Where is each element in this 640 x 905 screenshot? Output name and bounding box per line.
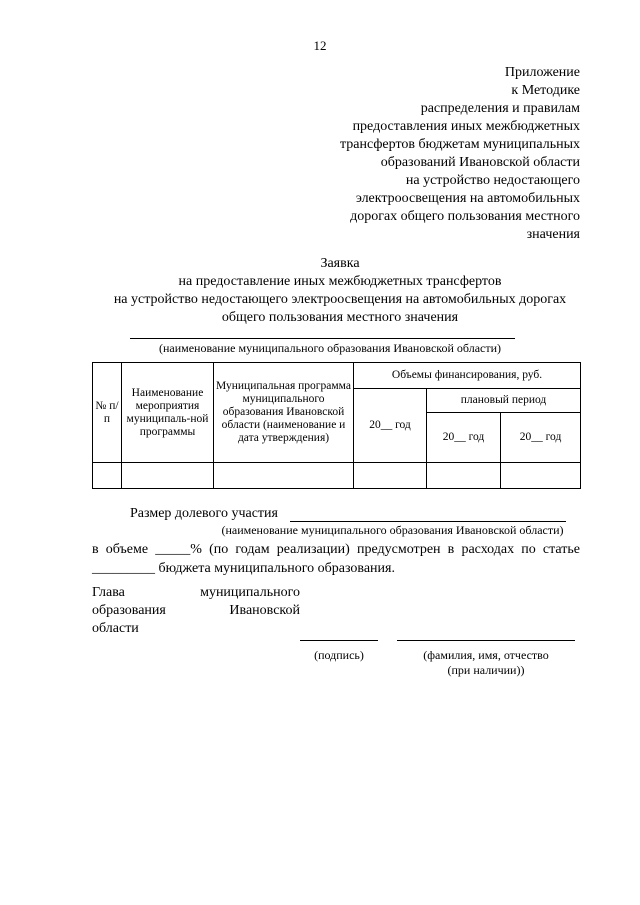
share-label: Размер долевого участия	[130, 506, 278, 521]
header-year-3: 20__ год	[501, 413, 581, 463]
table-cell	[93, 463, 122, 489]
appendix-line: к Методике	[511, 83, 580, 98]
header-event: Наименование мероприятия муниципаль-ной программы	[122, 363, 214, 463]
head-line: Глава	[92, 585, 125, 600]
appendix-line: электроосвещения на автомобильных	[355, 191, 580, 206]
header-program: Муниципальная программа муниципального образования Ивановской области (наименование и дата утверждения)	[214, 363, 354, 463]
municipality-caption: (наименование муниципального образования Ивановской области)	[158, 341, 502, 355]
head-title-left	[92, 584, 166, 638]
header-number: № п/п	[93, 363, 122, 463]
title-line: на предоставление иных межбюджетных трансфертов	[178, 274, 502, 289]
application-table	[92, 362, 581, 489]
header-financing: Объемы финансирования, руб.	[354, 363, 581, 389]
head-line: области	[92, 621, 139, 636]
appendix-line: на устройство недостающего	[405, 173, 580, 188]
appendix-line: значения	[526, 227, 580, 242]
head-line: образования	[92, 603, 166, 618]
header-year: 20__ год	[354, 389, 427, 463]
table-cell	[427, 463, 501, 489]
header-planned-period: плановый период	[427, 389, 581, 413]
head-line: муниципального	[200, 585, 300, 600]
table-cell	[214, 463, 354, 489]
share-caption: (наименование муниципального образования Ивановской области)	[221, 523, 564, 537]
page-number: 12	[313, 38, 327, 53]
full-name-caption	[400, 648, 572, 678]
head-line: Ивановской	[229, 603, 300, 618]
table-row	[93, 463, 581, 489]
share-blank-line	[290, 521, 566, 522]
title-line: на устройство недостающего электроосвещения на автомобильных дорогах	[113, 292, 567, 307]
table-cell	[501, 463, 581, 489]
title-line: общего пользования местного значения	[221, 310, 459, 325]
municipality-blank-line	[130, 338, 515, 339]
appendix-header	[250, 64, 580, 244]
appendix-line: распределения и правилам	[420, 101, 580, 116]
head-title-right	[188, 584, 300, 620]
full-name-line	[397, 640, 575, 641]
appendix-line: предоставления иных межбюджетных	[352, 119, 580, 134]
caption-line: (при наличии))	[447, 663, 525, 677]
caption-line: (фамилия, имя, отчество	[423, 648, 549, 662]
appendix-line: трансфертов бюджетам муниципальных	[339, 137, 580, 152]
signature-caption: (подпись)	[314, 648, 364, 662]
appendix-line: Приложение	[504, 65, 580, 80]
volume-text: в объеме _____% (по годам реализации) предусмотрен в расходах по статье _________ бюджета муниципального образования.	[92, 542, 580, 576]
table-cell	[122, 463, 214, 489]
table-cell	[354, 463, 427, 489]
document-title	[60, 255, 620, 327]
title-line: Заявка	[320, 256, 360, 271]
header-year-2: 20__ год	[427, 413, 501, 463]
appendix-line: образований Ивановской области	[380, 155, 580, 170]
appendix-line: дорогах общего пользования местного	[350, 209, 580, 224]
signature-line	[300, 640, 378, 641]
